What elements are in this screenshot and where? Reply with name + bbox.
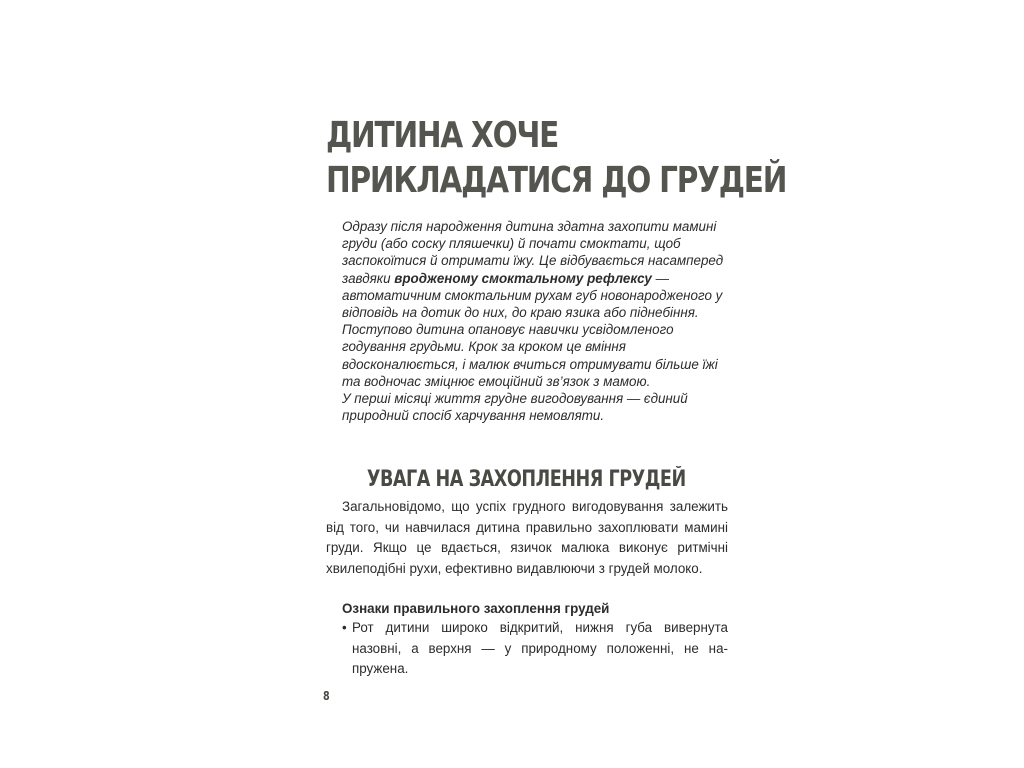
- bullet-icon: •: [342, 620, 347, 635]
- list-item: [342, 618, 728, 680]
- chapter-title-line-2: ПРИКЛАДАТИСЯ ДО ГРУДЕЙ: [326, 160, 787, 201]
- intro-paragraph-2: Поступово дитина опановує навички усвідомленого годування грудьми. Крок за кроком це вміння вдосконалюється, і малюк вчиться отримувати більше їжі та водночас зміцнює емоційний зв’язок з мамою.: [342, 322, 718, 389]
- section-title-text: УВАГА НА ЗАХОПЛЕННЯ ГРУДЕЙ: [366, 467, 686, 492]
- intro-paragraph-3: У перші місяці життя грудне вигодовування — єдиний природний спосіб харчування немовляти.: [342, 391, 688, 424]
- signs-list: [342, 618, 728, 680]
- intro-paragraph-1-end: — автоматичним смоктальним рухам губ новонародженого у відповідь на дотик до них, до краю язика або піднебіння.: [342, 270, 723, 321]
- intro-paragraph-1: [342, 218, 726, 321]
- intro-paragraph-1-start: Одразу після народження дитина здатна захопити маминi груди (або соску пляшечки) й почати смоктати, щоб заспокоїтися й отримати їжу. Це відбувається насамперед завдяки: [342, 219, 724, 286]
- list-item-text: Рот дитини широко відкритий, нижня губа вивернута назовні, а верхня — у природному положенні, не напружена.: [352, 620, 728, 676]
- chapter-title-line-1: ДИТИНА ХОЧЕ: [326, 115, 559, 156]
- signs-heading: Ознаки правильного захоплення грудей: [342, 601, 610, 616]
- page-number: 8: [323, 689, 330, 703]
- intro-reflex-term: вродженому смоктальному рефлексу: [394, 270, 652, 286]
- section-paragraph: Загальновідомо, що успіх грудного вигодовування залежить від того, чи навчилася дитина правильно захоплювати мамині груди. Якщо це вдається, язичок малюка виконує ритмічні хвилеподібні рухи, ефективно видавлюючи з грудей молоко.: [326, 499, 728, 576]
- chapter-title: [326, 113, 787, 203]
- intro-text: [342, 218, 726, 424]
- section-title: [326, 466, 726, 494]
